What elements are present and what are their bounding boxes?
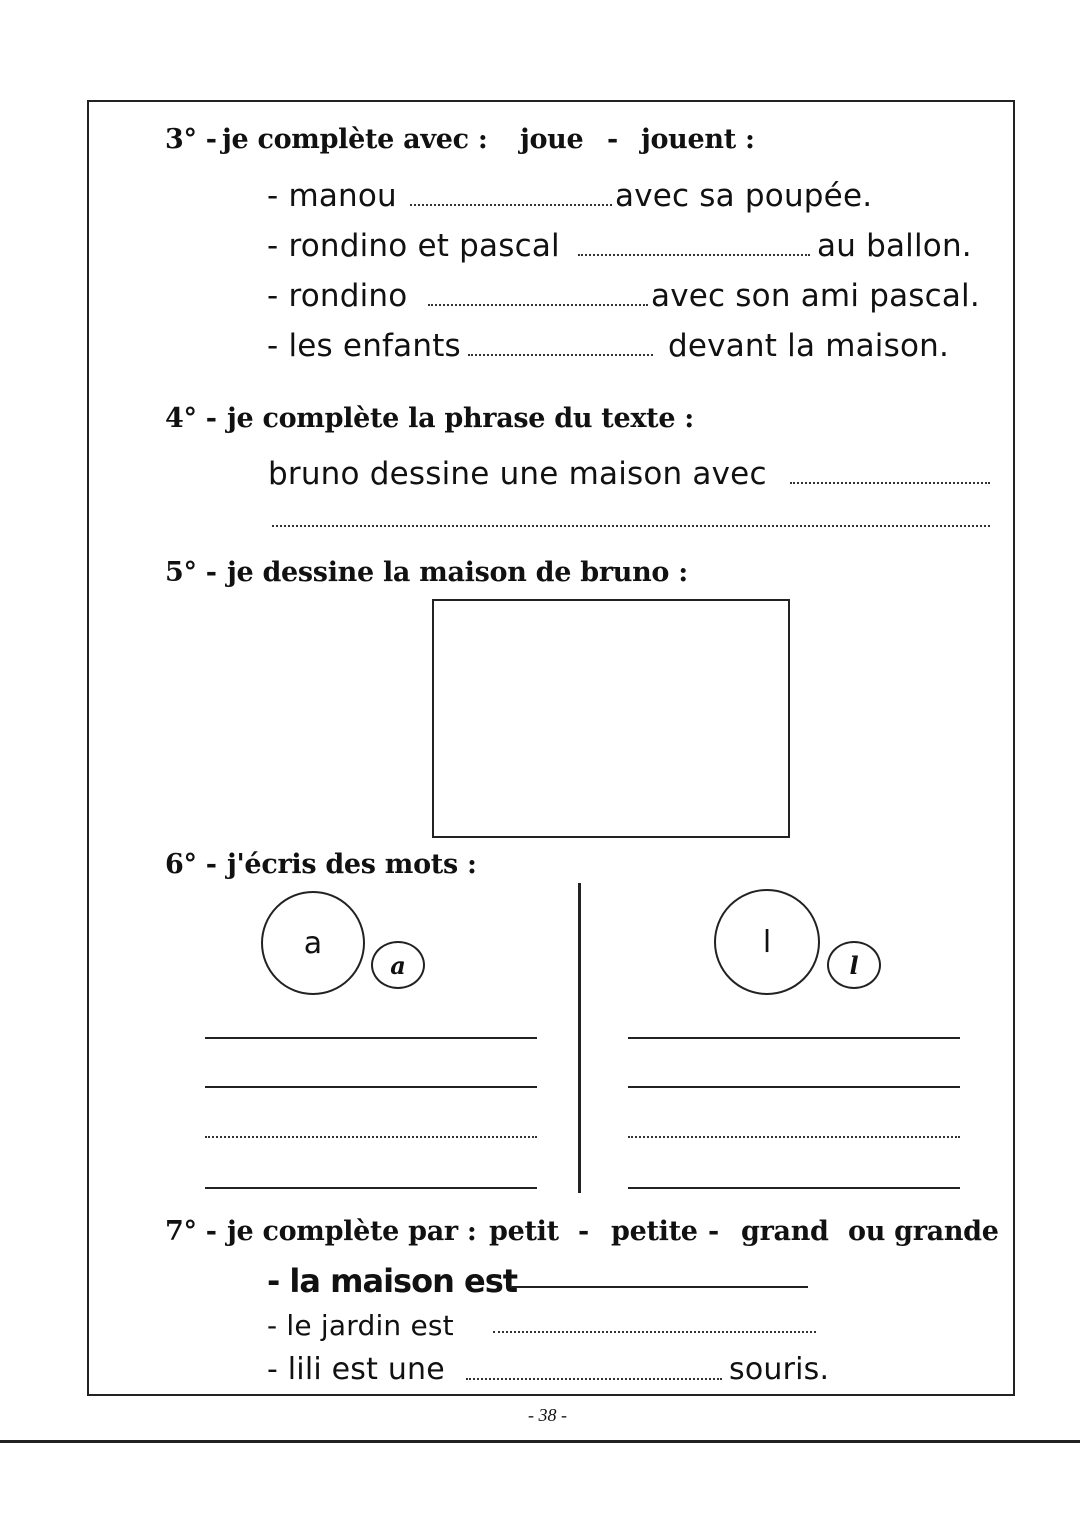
ex7-word-ou-grande: ou grande <box>848 1216 999 1247</box>
ex7-word-petite: petite <box>611 1216 698 1247</box>
ex7-line1-blank[interactable] <box>510 1286 808 1288</box>
ex3-heading-text: je complète avec : <box>222 124 488 155</box>
ex7-dash-2: - <box>708 1216 719 1247</box>
ex3-line1-start: - manou <box>267 178 397 214</box>
ex5-heading-num: 5° - <box>165 557 217 588</box>
cursive-a-circle <box>371 941 425 989</box>
ex3-line1-blank[interactable] <box>410 204 612 206</box>
right-writing-line[interactable] <box>628 1187 960 1189</box>
ex5-heading-text: je dessine la maison de bruno : <box>227 557 688 588</box>
left-writing-line[interactable] <box>205 1136 537 1138</box>
left-writing-line[interactable] <box>205 1187 537 1189</box>
right-writing-line[interactable] <box>628 1037 960 1039</box>
ex3-line2-start: - rondino et pascal <box>267 228 560 264</box>
ex3-word-jouent: jouent : <box>641 124 755 155</box>
cursive-a: a <box>390 950 406 980</box>
ex3-line4-start: - les enfants <box>267 328 461 364</box>
right-writing-line[interactable] <box>628 1136 960 1138</box>
column-divider <box>578 883 581 1193</box>
ex7-heading-text: je complète par : <box>227 1216 477 1247</box>
letter-a: a <box>303 925 323 961</box>
ex4-heading-text: je complète la phrase du texte : <box>227 403 694 434</box>
letter-l-circle <box>714 889 820 995</box>
bottom-rule <box>0 1440 1080 1443</box>
ex7-word-grand: grand <box>741 1216 829 1247</box>
ex4-heading-num: 4° - <box>165 403 217 434</box>
ex4-blank-1[interactable] <box>790 482 990 484</box>
ex7-line3-start: - lili est une <box>267 1352 445 1387</box>
right-writing-line[interactable] <box>628 1086 960 1088</box>
ex6-heading-num: 6° - <box>165 849 217 880</box>
drawing-box[interactable] <box>432 599 790 838</box>
ex3-line3-end: avec son ami pascal. <box>651 278 980 314</box>
ex3-line4-end: devant la maison. <box>668 328 950 364</box>
ex7-line2: - le jardin est <box>267 1309 454 1342</box>
ex7-line3-end: souris. <box>729 1352 830 1387</box>
cursive-l: l <box>849 950 859 980</box>
ex3-line3-start: - rondino <box>267 278 408 314</box>
ex4-sentence: bruno dessine une maison avec <box>268 456 767 492</box>
ex3-line2-end: au ballon. <box>817 228 972 264</box>
ex3-line3-blank[interactable] <box>428 304 648 306</box>
ex3-line2-blank[interactable] <box>578 254 810 256</box>
ex7-line3-blank[interactable] <box>466 1378 722 1380</box>
ex7-word-petit: petit <box>489 1216 559 1247</box>
left-writing-line[interactable] <box>205 1037 537 1039</box>
ex3-line1-end: avec sa poupée. <box>615 178 873 214</box>
left-writing-line[interactable] <box>205 1086 537 1088</box>
ex3-separator: - <box>607 124 618 155</box>
ex7-line1: - la maison est <box>267 1262 518 1300</box>
page-number: - 38 - <box>528 1405 567 1425</box>
letter-a-circle <box>261 891 365 995</box>
ex7-heading-num: 7° - <box>165 1216 217 1247</box>
ex3-heading-num: 3° - <box>165 124 217 155</box>
cursive-l-circle <box>827 941 881 989</box>
ex7-dash-1: - <box>578 1216 589 1247</box>
ex3-line4-blank[interactable] <box>468 354 653 356</box>
ex6-heading-text: j'écris des mots : <box>227 849 477 880</box>
ex7-line2-blank[interactable] <box>493 1331 816 1333</box>
ex3-word-joue: joue <box>520 124 584 155</box>
ex4-blank-2[interactable] <box>272 525 990 527</box>
letter-l: l <box>762 924 772 960</box>
